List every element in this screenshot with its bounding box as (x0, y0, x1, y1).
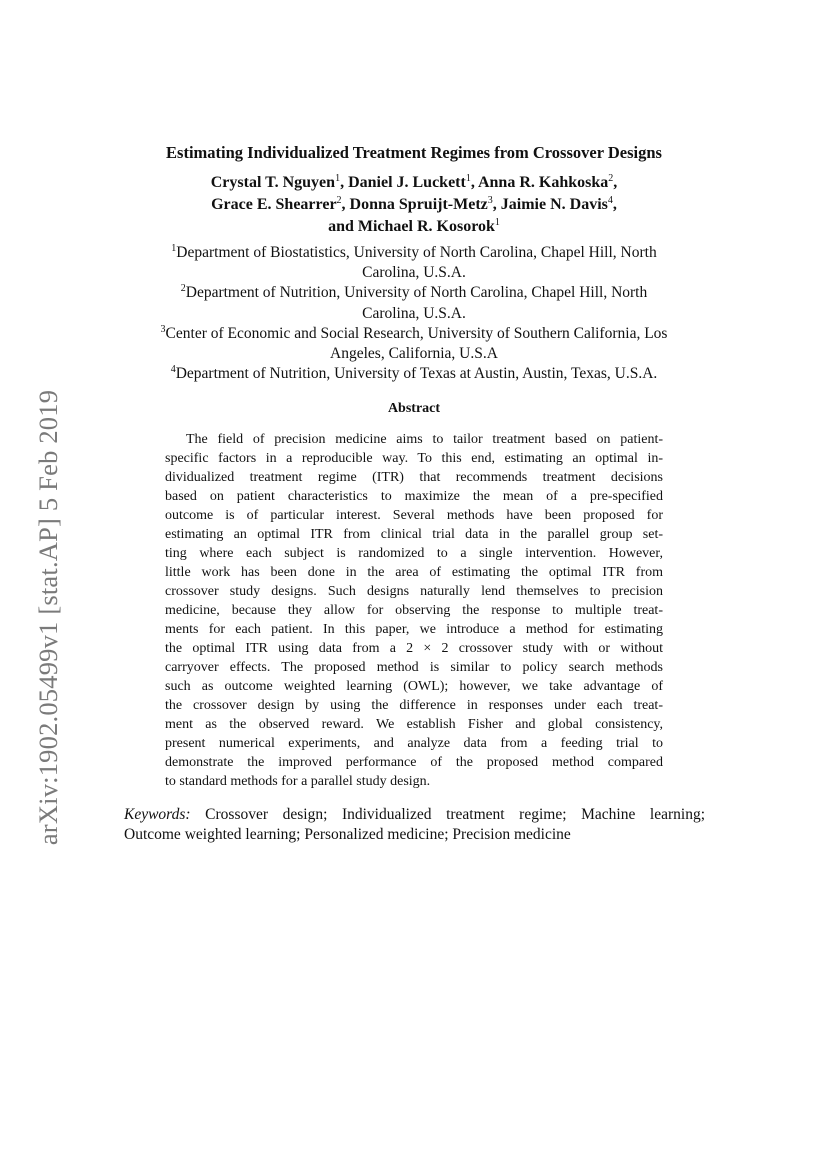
keywords-line-2: Outcome weighted learning; Personalized medicine; Precision medicine (124, 826, 571, 843)
author-separator: , (613, 174, 618, 191)
abstract-line: estimating an optimal ITR from clinical trial data in the parallel group set- (165, 527, 663, 542)
affiliation-text: Department of Biostatistics, University of North Carolina, Chapel Hill, North (176, 244, 657, 261)
author-conjunction: and (328, 218, 358, 235)
affiliation-text: Department of Nutrition, University of North Carolina, Chapel Hill, North (185, 284, 648, 302)
affiliation-3-cont: Angeles, California, U.S.A (330, 345, 498, 363)
author-affil-mark: 1 (335, 173, 341, 184)
affiliation-list (100, 243, 728, 384)
affiliation-2 (100, 283, 728, 303)
author-affil-mark: 4 (607, 195, 613, 206)
abstract-line: ment as the observed reward. We establish Fisher and global consistency, (165, 717, 663, 732)
arxiv-stamp-text: arXiv:1902.05499v1 [stat.AP] 5 Feb 2019 (33, 389, 64, 845)
affiliation-mark: 1 (171, 243, 177, 254)
author-line-2 (100, 194, 728, 216)
author-name: Anna R. Kahkoska (477, 174, 609, 191)
author-separator: , (340, 174, 349, 191)
abstract-line: medicine, because they allow for observing the response to multiple treat- (165, 603, 663, 618)
abstract-line: to standard methods for a parallel study design. (165, 774, 431, 789)
affiliation-1-cont: Carolina, U.S.A. (362, 264, 466, 282)
abstract-line: The field of precision medicine aims to tailor treatment based on patient- (186, 432, 663, 447)
paper-title: Estimating Individualized Treatment Regimes from Crossover Designs (166, 143, 662, 162)
affiliation-1 (100, 243, 728, 263)
abstract-heading: Abstract (387, 401, 441, 416)
author-list (100, 172, 728, 238)
abstract-line: dividualized treatment regime (ITR) that recommends treatment decisions (165, 470, 663, 485)
arxiv-stamp (34, 374, 64, 860)
abstract-line: outcome is of particular interest. Several methods have been proposed for (165, 508, 663, 523)
abstract-line: the optimal ITR using data from a 2 × 2 crossover study with or without (165, 641, 663, 656)
affiliation-4 (100, 364, 728, 384)
abstract-body (165, 430, 663, 791)
abstract-line: carryover effects. The proposed method is similar to policy search methods (165, 660, 663, 675)
abstract-line: ting where each subject is randomized to a single intervention. However, (165, 546, 663, 561)
abstract-line: specific factors in a reproducible way. To this end, estimating an optimal in- (165, 451, 663, 466)
author-separator: , (341, 196, 350, 213)
abstract-line: the crossover design by using the difference in responses under each treat- (165, 698, 663, 713)
affiliation-mark: 4 (170, 364, 176, 376)
affiliation-mark: 3 (160, 323, 166, 335)
author-affil-mark: 1 (465, 173, 471, 184)
author-name: Michael R. Kosorok (357, 218, 495, 235)
author-line-1 (100, 172, 728, 194)
abstract-line: present numerical experiments, and analyze data from a feeding trial to (165, 736, 663, 751)
author-name: Daniel J. Luckett (348, 174, 466, 191)
abstract-line: little work has been done in the area of estimating the optimal ITR from (165, 565, 663, 580)
author-affil-mark: 3 (487, 195, 493, 206)
author-affil-mark: 2 (336, 195, 342, 206)
author-affil-mark: 1 (494, 217, 500, 228)
author-separator: , (612, 196, 617, 213)
author-name: Jaimie N. Davis (500, 196, 608, 213)
affiliation-mark: 2 (180, 283, 186, 295)
affiliation-3 (100, 324, 728, 344)
abstract-line: demonstrate the improved performance of the proposed method compared (165, 755, 663, 770)
keywords-label: Keywords: (124, 806, 191, 823)
author-name: Grace E. Shearrer (211, 196, 337, 213)
affiliation-text: Center of Economic and Social Research, University of Southern California, Los (165, 324, 668, 342)
abstract-line: crossover study designs. Such designs naturally lend themselves to precision (165, 584, 663, 599)
keywords-text: Crossover design; Individualized treatment regime; Machine learning; (190, 806, 705, 823)
abstract-line: ments for each patient. In this paper, we introduce a method for estimating (165, 622, 663, 637)
author-name: Crystal T. Nguyen (210, 174, 336, 191)
keywords (124, 805, 705, 845)
author-separator: , (492, 196, 501, 213)
abstract-line: based on patient characteristics to maximize the mean of a pre-specified (165, 489, 663, 504)
keywords-line-1 (124, 805, 705, 825)
abstract-line: such as outcome weighted learning (OWL); however, we take advantage of (165, 679, 663, 694)
author-affil-mark: 2 (608, 173, 614, 184)
affiliation-text: Department of Nutrition, University of Texas at Austin, Austin, Texas, U.S.A. (175, 365, 658, 383)
author-name: Donna Spruijt-Metz (349, 196, 488, 213)
affiliation-2-cont: Carolina, U.S.A. (362, 304, 466, 322)
author-line-3 (100, 216, 728, 238)
author-separator: , (470, 174, 478, 191)
